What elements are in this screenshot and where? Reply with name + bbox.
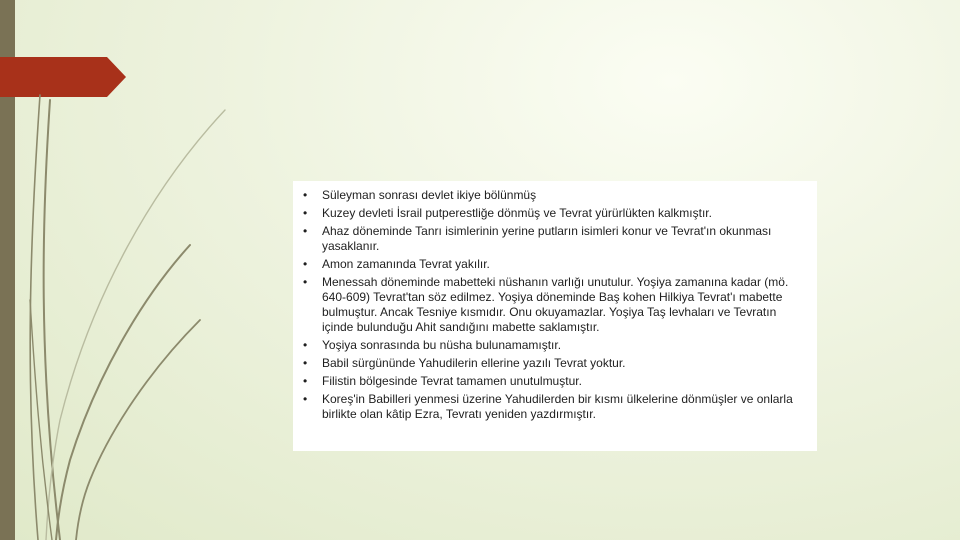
bullet-icon: • — [303, 275, 308, 289]
list-item-text: Yoşiya sonrasında bu nüsha bulunamamıştır. — [322, 338, 562, 352]
list-item — [303, 374, 807, 389]
list-item — [303, 188, 807, 203]
list-item — [303, 275, 807, 335]
list-item-text: Babil sürgününde Yahudilerin ellerine yazılı Tevrat yoktur. — [322, 356, 626, 370]
list-item — [303, 356, 807, 371]
list-item — [303, 392, 807, 422]
list-item — [303, 224, 807, 254]
bullet-icon: • — [303, 224, 308, 238]
list-item — [303, 257, 807, 272]
bullet-list — [303, 188, 807, 422]
list-item-text: Kuzey devleti İsrail putperestliğe dönmüş ve Tevrat yürürlükten kalkmıştır. — [322, 206, 712, 220]
list-item-text: Ahaz döneminde Tanrı isimlerinin yerine putların isimleri konur ve Tevrat'ın okunması yasaklanır. — [322, 224, 772, 253]
list-item-text: Süleyman sonrası devlet ikiye bölünmüş — [322, 188, 537, 202]
bullet-icon: • — [303, 374, 308, 388]
bullet-icon: • — [303, 188, 308, 202]
bullet-icon: • — [303, 206, 308, 220]
list-item-text: Amon zamanında Tevrat yakılır. — [322, 257, 490, 271]
bullet-icon: • — [303, 257, 308, 271]
list-item — [303, 206, 807, 221]
bullet-icon: • — [303, 338, 308, 352]
list-item — [303, 338, 807, 353]
content-panel — [293, 181, 817, 451]
list-item-text: Filistin bölgesinde Tevrat tamamen unutulmuştur. — [322, 374, 582, 388]
bullet-icon: • — [303, 392, 308, 406]
list-item-text: Menessah döneminde mabetteki nüshanın varlığı unutulur. Yoşiya zamanına kadar (mö. 640-609) Tevrat'tan söz edilmez. Yoşiya döneminde Baş kohen Hilkiya Tevrat'ı mabette bulmuştur. Ancak Tesniye kısmıdır. Onu okuyamazlar. Yoşiya Taş levhaları ve Tevratın içinde bulunduğu Ahit sandığını mabette saklamıştır. — [322, 275, 789, 334]
bullet-icon: • — [303, 356, 308, 370]
list-item-text: Koreş'in Babilleri yenmesi üzerine Yahudilerden bir kısmı ülkelerine dönmüşler ve onlarla birlikte olan kâtip Ezra, Tevratı yeniden yazdırmıştır. — [322, 392, 793, 421]
